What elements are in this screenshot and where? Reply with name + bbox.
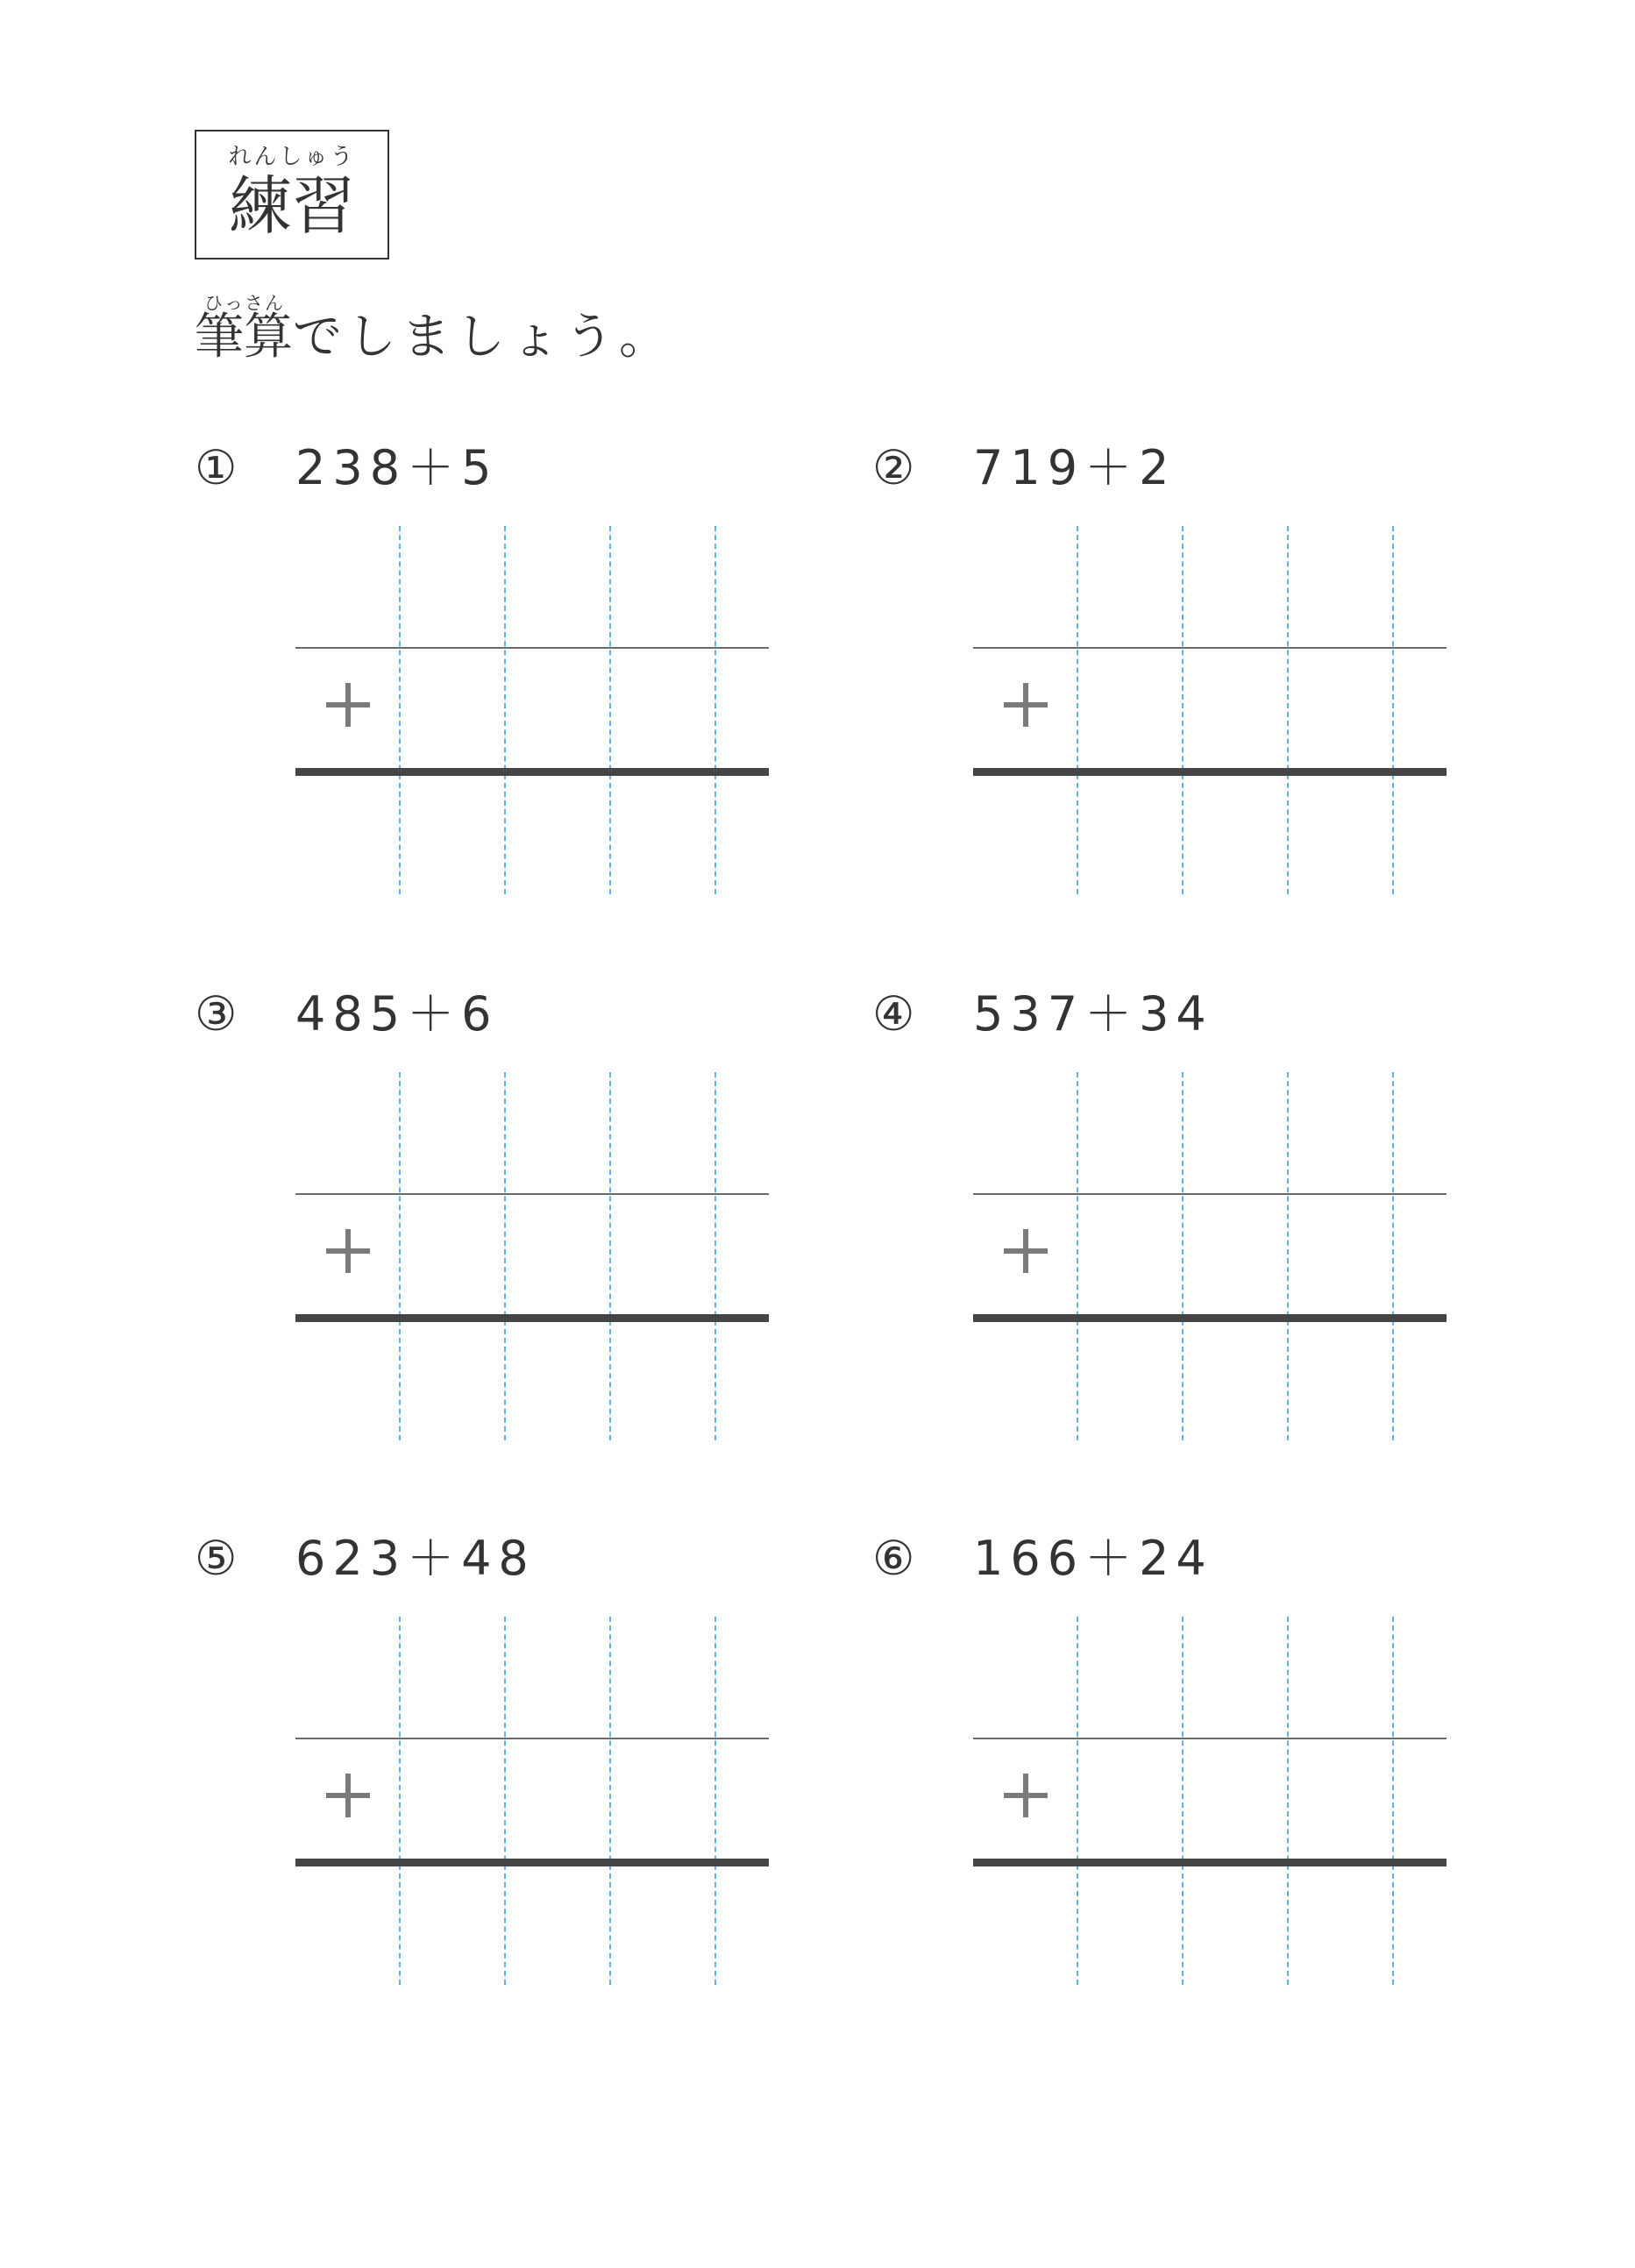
- grid-dashed-line: [714, 526, 716, 894]
- grid-dashed-line: [1077, 526, 1078, 894]
- sum-line: [295, 1314, 769, 1322]
- sum-line: [973, 1859, 1447, 1866]
- page-title: 練習: [228, 169, 355, 243]
- problem-number: ③: [195, 986, 238, 1042]
- grid-dashed-line: [1287, 526, 1289, 894]
- problem-expression: 537＋34: [973, 986, 1213, 1042]
- answer-grid[interactable]: [973, 526, 1447, 894]
- grid-dashed-line: [1392, 526, 1394, 894]
- title-ruby: れんしゅう: [228, 144, 356, 170]
- answer-grid[interactable]: [295, 1072, 769, 1440]
- problem-number: ④: [872, 986, 915, 1042]
- grid-dashed-line: [609, 1617, 611, 1985]
- operand-separator-line: [295, 647, 769, 649]
- plus-sign-icon: [999, 1771, 1052, 1824]
- answer-grid[interactable]: [973, 1072, 1447, 1440]
- grid-dashed-line: [609, 526, 611, 894]
- problem-expression: 623＋48: [295, 1531, 536, 1586]
- title-box: [195, 130, 389, 260]
- problem-expression: 719＋2: [973, 440, 1176, 495]
- problem-expression: 485＋6: [295, 986, 499, 1042]
- grid-dashed-line: [399, 526, 401, 894]
- problem-2: [872, 440, 1503, 896]
- plus-sign-icon: [322, 1226, 374, 1279]
- grid-dashed-line: [504, 1072, 506, 1440]
- grid-dashed-line: [714, 1072, 716, 1440]
- operand-separator-line: [295, 1193, 769, 1195]
- problem-number: ⑥: [872, 1531, 915, 1586]
- problem-5: [195, 1531, 826, 1987]
- problem-3: [195, 986, 826, 1442]
- grid-dashed-line: [1182, 1072, 1184, 1440]
- problem-number: ①: [195, 440, 238, 495]
- grid-dashed-line: [1392, 1617, 1394, 1985]
- problem-4: [872, 986, 1503, 1442]
- grid-dashed-line: [399, 1617, 401, 1985]
- sum-line: [295, 768, 769, 776]
- grid-dashed-line: [1077, 1617, 1078, 1985]
- sum-line: [973, 1314, 1447, 1322]
- grid-dashed-line: [1077, 1072, 1078, 1440]
- plus-sign-icon: [322, 680, 374, 733]
- problem-number: ②: [872, 440, 915, 495]
- operand-separator-line: [973, 647, 1447, 649]
- plus-sign-icon: [322, 1771, 374, 1824]
- sum-line: [295, 1859, 769, 1866]
- grid-dashed-line: [1287, 1617, 1289, 1985]
- grid-dashed-line: [1287, 1072, 1289, 1440]
- operand-separator-line: [973, 1193, 1447, 1195]
- problem-expression: 238＋5: [295, 440, 499, 495]
- instruction-kanji: 筆算: [195, 309, 293, 366]
- operand-separator-line: [295, 1738, 769, 1739]
- problem-number: ⑤: [195, 1531, 238, 1586]
- grid-dashed-line: [714, 1617, 716, 1985]
- plus-sign-icon: [999, 680, 1052, 733]
- problem-expression: 166＋24: [973, 1531, 1213, 1586]
- problem-6: [872, 1531, 1503, 1987]
- grid-dashed-line: [504, 1617, 506, 1985]
- grid-dashed-line: [399, 1072, 401, 1440]
- problem-1: [195, 440, 826, 896]
- grid-dashed-line: [609, 1072, 611, 1440]
- instruction-text: でしましょう。: [293, 309, 673, 366]
- answer-grid[interactable]: [973, 1617, 1447, 1985]
- grid-dashed-line: [504, 526, 506, 894]
- grid-dashed-line: [1392, 1072, 1394, 1440]
- answer-grid[interactable]: [295, 526, 769, 894]
- grid-dashed-line: [1182, 1617, 1184, 1985]
- grid-dashed-line: [1182, 526, 1184, 894]
- instruction-ruby: ひっさん: [204, 293, 285, 314]
- answer-grid[interactable]: [295, 1617, 769, 1985]
- operand-separator-line: [973, 1738, 1447, 1739]
- plus-sign-icon: [999, 1226, 1052, 1279]
- sum-line: [973, 768, 1447, 776]
